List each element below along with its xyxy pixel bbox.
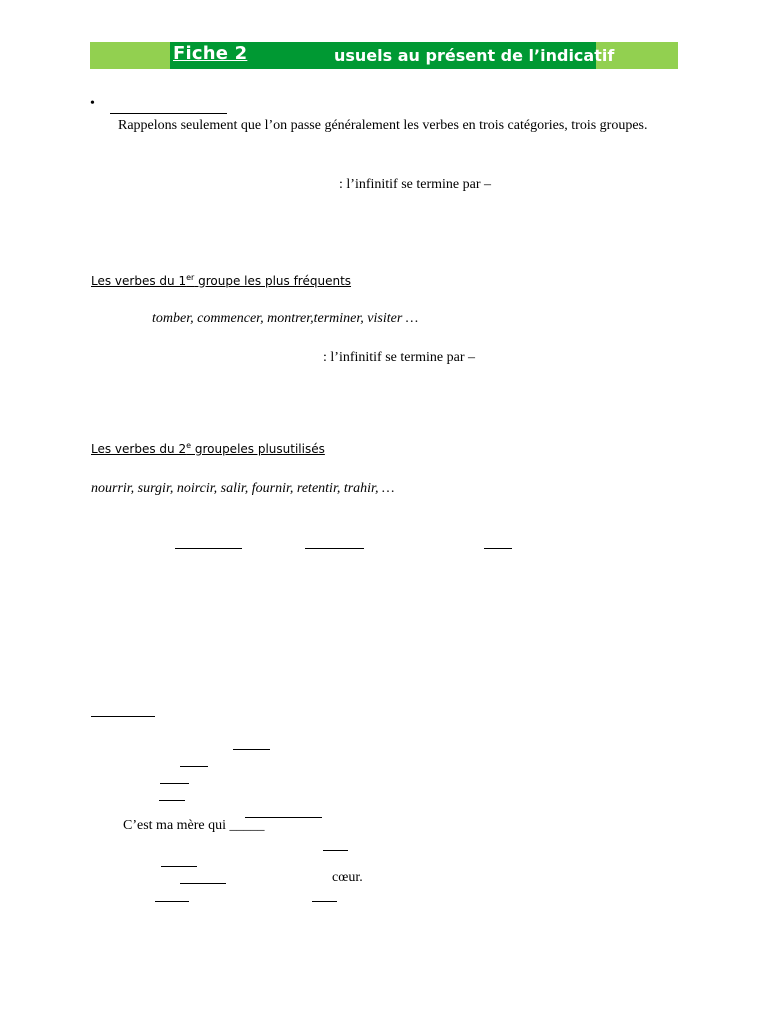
- blank-line: [323, 850, 348, 851]
- blank-line: [110, 113, 227, 114]
- blank-line: [161, 866, 197, 867]
- fiche-label: Fiche 2: [173, 43, 248, 64]
- blank-line: [233, 749, 270, 750]
- page-title: usuels au présent de l’indicatif: [334, 46, 615, 65]
- bullet-icon: •: [90, 96, 95, 111]
- blank-line: [175, 548, 242, 549]
- group1-rule: : l’infinitif se termine par –: [339, 177, 492, 192]
- group1-examples: tomber, commencer, montrer,terminer, visiter …: [152, 311, 419, 326]
- blank-line: [159, 800, 185, 801]
- blank-line: [180, 883, 226, 884]
- group2-heading: Les verbes du 2e groupeles plusutilisés: [91, 441, 325, 456]
- intro-text: Rappelons seulement que l’on passe généralement les verbes en trois catégories, trois groupes.: [118, 118, 648, 133]
- group2-rule: : l’infinitif se termine par –: [323, 350, 476, 365]
- coeur-text: cœur.: [332, 870, 363, 885]
- exercise-sentence: C’est ma mère qui _____: [123, 818, 265, 833]
- blank-line: [312, 901, 337, 902]
- blank-line: [155, 901, 189, 902]
- group2-examples: nourrir, surgir, noircir, salir, fournir, retentir, trahir, …: [91, 481, 395, 496]
- group1-heading: Les verbes du 1er groupe les plus fréquents: [91, 273, 352, 288]
- blank-line: [305, 548, 364, 549]
- blank-line: [160, 783, 189, 784]
- blank-line: [484, 548, 512, 549]
- blank-line: [180, 766, 208, 767]
- blank-line: [91, 716, 155, 717]
